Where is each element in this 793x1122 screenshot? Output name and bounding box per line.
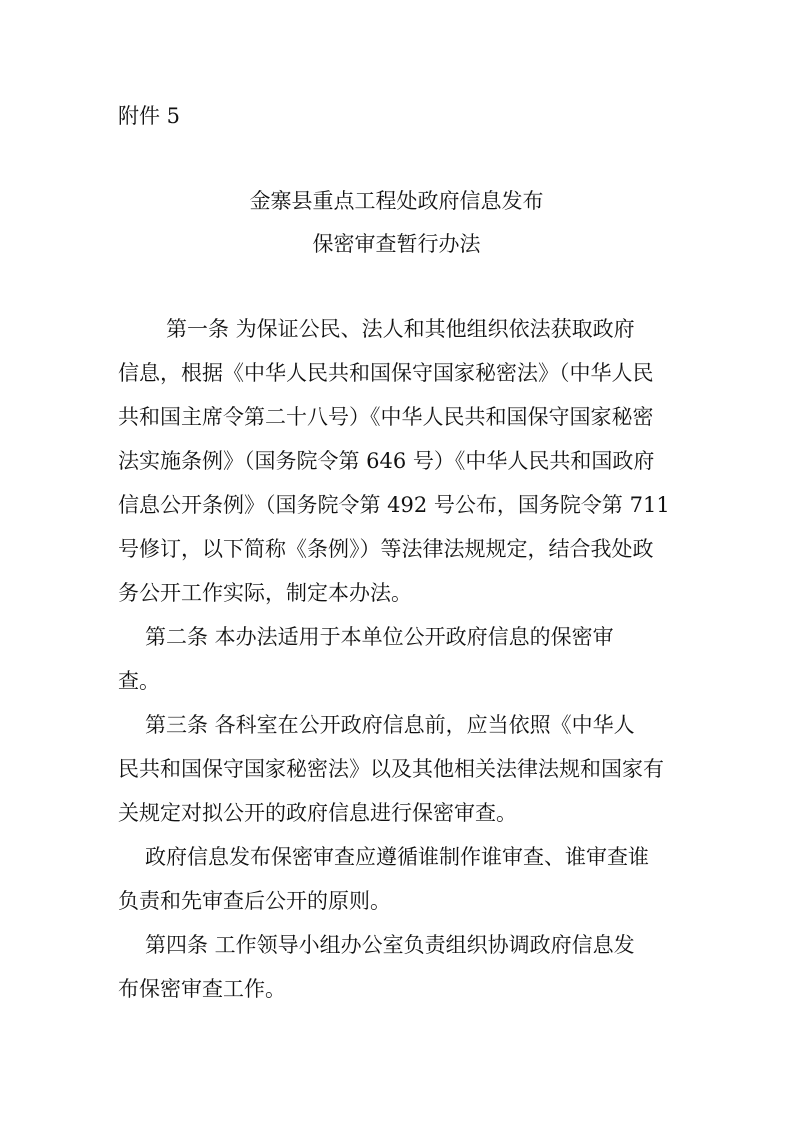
body-line: 政府信息发布保密审查应遵循谁制作谁审查、谁审查谁 bbox=[145, 845, 649, 869]
body-line: 负责和先审查后公开的原则。 bbox=[118, 889, 391, 913]
body-line: 信息，根据《中华人民共和国保守国家秘密法》（中华人民 bbox=[118, 361, 654, 385]
body-line: 共和国主席令第二十八号）《中华人民共和国保守国家秘密 bbox=[118, 405, 654, 429]
body-line: 务公开工作实际，制定本办法。 bbox=[118, 581, 412, 605]
document-title-line-1: 金寨县重点工程处政府信息发布 bbox=[249, 189, 544, 213]
body-line: 第四条 工作领导小组办公室负责组织协调政府信息发 bbox=[145, 933, 635, 957]
body-line: 第一条 为保证公民、法人和其他组织依法获取政府 bbox=[124, 317, 635, 341]
body-line: 第三条 各科室在公开政府信息前，应当依照《中华人 bbox=[145, 713, 635, 737]
attachment-label: 附件 5 bbox=[118, 104, 181, 128]
body-line: 号修订，以下简称《条例》）等法律法规规定，结合我处政 bbox=[118, 537, 654, 561]
body-line: 第二条 本办法适用于本单位公开政府信息的保密审 bbox=[145, 625, 614, 649]
body-line: 查。 bbox=[118, 669, 160, 693]
body-line: 民共和国保守国家秘密法》以及其他相关法律法规和国家有 bbox=[118, 757, 664, 781]
body-line: 布保密审查工作。 bbox=[118, 977, 286, 1001]
body-line: 信息公开条例》（国务院令第 492 号公布，国务院令第 711 bbox=[118, 493, 670, 517]
body-line: 关规定对拟公开的政府信息进行保密审查。 bbox=[118, 801, 517, 825]
document-title-line-2: 保密审查暂行办法 bbox=[312, 232, 481, 256]
body-line: 法实施条例》（国务院令第 646 号）《中华人民共和国政府 bbox=[118, 449, 655, 473]
